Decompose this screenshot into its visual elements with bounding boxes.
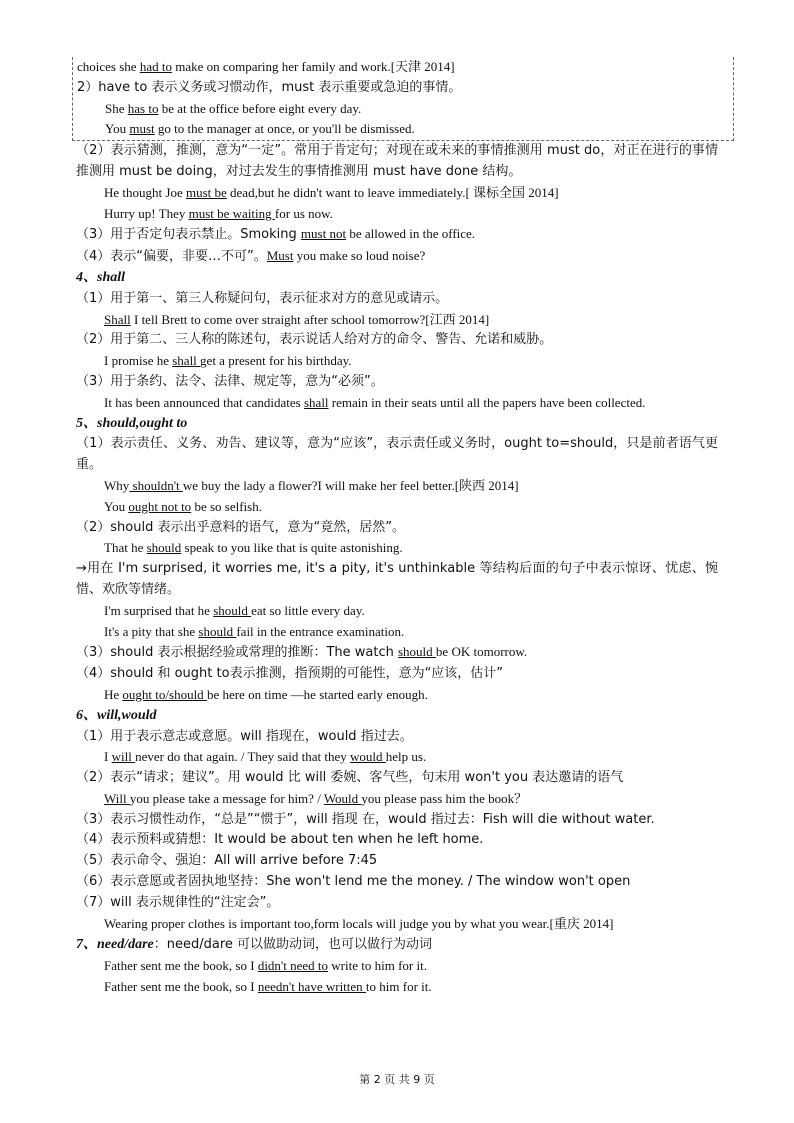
should-example-4: I'm surprised that he should eat so little every day. (104, 602, 365, 618)
will-point-5: （5）表示命令、强迫：All will arrive before 7:45 (76, 853, 378, 869)
need-example-2: Father sent me the book, so I needn't have written to him for it. (104, 979, 432, 995)
shall-example-2: I promise he shall get a present for his birthday. (104, 353, 352, 369)
box-line-2: 2）have to 表示义务或习惯动作，must 表示重要或急迫的事情。 (77, 79, 462, 95)
will-example-1: I will never do that again. / They said that they would help us. (104, 749, 427, 765)
section-title-shall: 4、shall (76, 269, 126, 285)
section-title-need: 7、need/dare：need/dare 可以做助动词，也可以做行为动词 (76, 937, 433, 953)
shall-example-1: Shall I tell Brett to come over straight after school tomorrow?[江西 2014] (104, 311, 490, 327)
will-point-2: （2）表示“请求；建议”。用 would 比 will 委婉、客气些，句末用 won't you 表达邀请的语气 (76, 770, 624, 786)
must-example-2: Hurry up! They must be waiting for us now. (104, 205, 333, 221)
must-example-1: He thought Joe must be dead,but he didn't want to leave immediately.[ 课标全国 2014] (104, 184, 559, 200)
should-example-5: It's a pity that she should fail in the entrance examination. (104, 623, 405, 639)
will-point-4: （4）表示预料或猜想：It would be about ten when he left home. (76, 832, 484, 848)
must-point-4: （4）表示“偏要，非要…不可”。Must you make so loud noise? (76, 248, 426, 265)
will-example-3: Wearing proper clothes is important too,form locals will judge you by what you wear.[重庆 2014] (104, 915, 614, 931)
must-point-3: （3）用于否定句表示禁止。Smoking must not be allowed in the office. (76, 226, 476, 243)
will-example-2: Will you please take a message for him? / Would you please pass him the book？ (104, 790, 528, 806)
box-line-1: choices she had to make on comparing her family and work.[天津 2014] (77, 59, 455, 74)
continued-box (72, 57, 734, 141)
must-point-2: （2）表示猜测，推测，意为“一定”。常用于肯定句；对现在或未来的事情推测用 must do，对正在进行的事情推测用 must be doing，对过去发生的事情推测用 must have done 结构。 (76, 143, 718, 179)
should-example-3: That he should speak to you like that is quite astonishing. (104, 540, 403, 556)
should-point-4: （4）should 和 ought to表示推测，指预期的可能性，意为“应该，估计” (76, 666, 504, 682)
page-footer: 第 2 页 共 9 页 (359, 1073, 435, 1086)
will-point-3: （3）表示习惯性动作，“总是”“惯于”，will 指现 在，would 指过去：Fish will die without water. (76, 811, 655, 827)
section-title-should: 5、should,ought to (76, 415, 188, 431)
box-example-2: You must go to the manager at once, or you'll be dismissed. (105, 121, 415, 137)
will-point-6: （6）表示意愿或者固执地坚持：She won't lend me the money. / The window won't open (76, 874, 631, 890)
should-point-2: （2）should 表示出乎意料的语气，意为“竟然，居然”。 (76, 519, 405, 535)
document-page (76, 57, 718, 998)
shall-example-3: It has been announced that candidates shall remain in their seats until all the papers have been collected. (104, 394, 646, 410)
should-point-3: （3）should 表示根据经验或常理的推断：The watch should be OK tomorrow. (76, 644, 528, 661)
box-example-1: She has to be at the office before eight every day. (105, 100, 362, 116)
shall-point-3: （3）用于条约、法令、法律、规定等，意为“必须”。 (76, 373, 384, 389)
should-example-6: He ought to/should be here on time —he started early enough. (104, 686, 428, 702)
need-example-1: Father sent me the book, so I didn't need to write to him for it. (104, 958, 427, 974)
will-point-1: （1）用于表示意志或意愿。will 指现在，would 指过去。 (76, 728, 413, 744)
shall-point-2: （2）用于第二、三人称的陈述句，表示说话人给对方的命令、警告、允诺和威胁。 (76, 332, 553, 348)
should-example-2: You ought not to be so selfish. (104, 498, 262, 514)
section-title-will: 6、will,would (76, 707, 157, 723)
should-point-1: （1）表示责任、义务、劝告、建议等，意为“应该”，表示责任或义务时，ought to=should，只是前者语气更重。 (76, 436, 718, 473)
will-point-7: （7）will 表示规律性的“注定会”。 (76, 894, 280, 910)
should-example-1: Why shouldn't we buy the lady a flower?I will make her feel better.[陕西 2014] (104, 477, 519, 493)
shall-point-1: （1）用于第一、第三人称疑问句，表示征求对方的意见或请示。 (76, 290, 449, 306)
should-point-arrow: →用在 I'm surprised, it worries me, it's a pity, it's unthinkable 等结构后面的句子中表示惊讶、忧虑、惋惜、欢欣等情绪。 (76, 561, 718, 597)
